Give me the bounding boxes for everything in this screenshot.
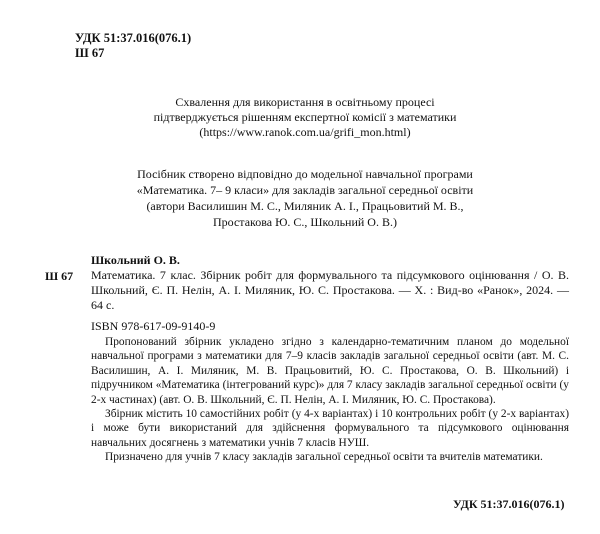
udk-code: УДК 51:37.016(076.1) — [75, 31, 192, 45]
udk-footer: УДК 51:37.016(076.1) — [453, 497, 565, 511]
annotation-block — [91, 335, 569, 465]
catalog-author: Школьний О. В. — [91, 253, 180, 267]
approval-line: підтверджується рішенням експертної комісії з математики — [153, 110, 457, 124]
program-line: «Математика. 7– 9 класи» для закладів загальної середньої освіти — [136, 183, 474, 197]
udk-header — [75, 31, 191, 61]
program-line: (автори Василишин М. С., Миляник А. І., Працьовитий М. В., — [146, 199, 464, 213]
catalog-description: Математика. 7 клас. Збірник робіт для формувального та підсумкового оцінювання / О. В. Школьний, Є. П. Нелін, А. І. Миляник, Ю. С. Простакова. — Х. : Вид-во «Ранок», 2024. — 64 с. — [91, 268, 569, 312]
catalog-code-header: Ш 67 — [75, 46, 105, 60]
program-block — [90, 166, 520, 230]
approval-line: Схвалення для використання в освітньому процесі — [175, 95, 435, 109]
annotation-paragraph: Пропонований збірник укладено згідно з календарно-тематичним планом до модельної навчальної програми з математики для 7–9 класів закладів загальної середньої освіти (авт. М. С. Василишин, А. І. Миляник, М. В. Працьовитий, Ю. С. Простакова, О. В. Школьний) і підручником «Математика (інтегрований курс)» для 7 класу закладів загальної середньої освіти (у 2-х частинах) (авт. О. В. Школьний, Є. П. Нелін, А. І. Миляник, Ю. С. Простакова). — [91, 336, 569, 406]
annotation-paragraph: Збірник містить 10 самостійних робіт (у 4-х варіантах) і 10 контрольних робіт (у 2-х варіантах) і може бути використаний для здійснення формувального та підсумкового оцінювання навчальних досягнень з математики учнів 7 класів НУШ. — [91, 408, 569, 449]
approval-block — [90, 95, 520, 140]
isbn: ISBN 978-617-09-9140-9 — [91, 319, 216, 333]
catalog-code: Ш 67 — [45, 269, 74, 283]
approval-url: (https://www.ranok.com.ua/grifi_mon.html) — [199, 125, 411, 139]
program-line: Посібник створено відповідно до модельної навчальної програми — [137, 167, 473, 181]
program-line: Простакова Ю. С., Школьний О. В.) — [213, 215, 397, 229]
annotation-paragraph: Призначено для учнів 7 класу закладів загальної середньої освіти та вчителів математики. — [105, 451, 543, 464]
